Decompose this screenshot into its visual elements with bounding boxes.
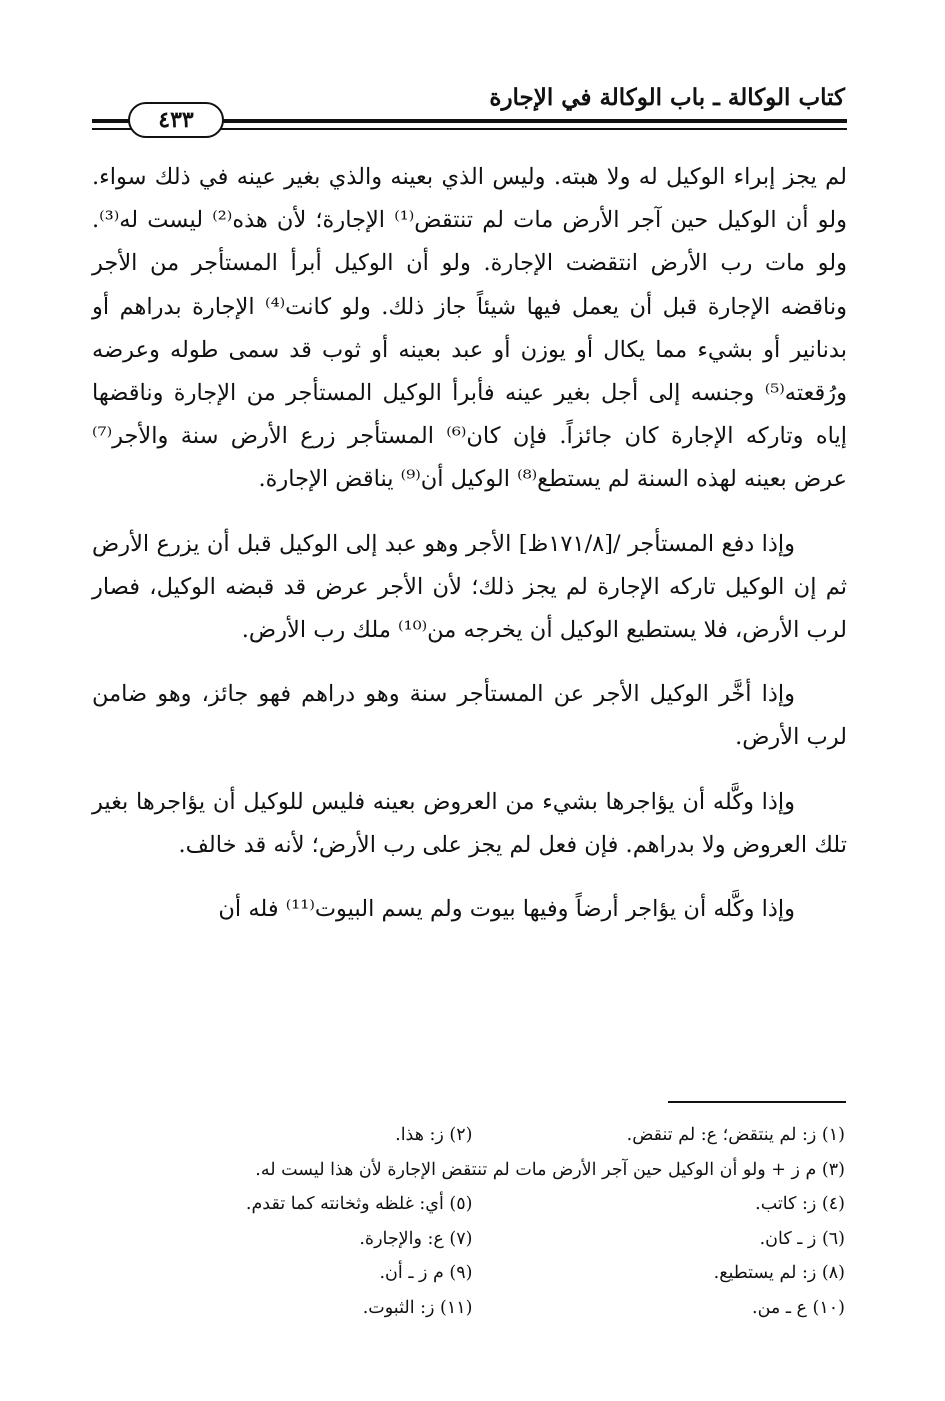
footnote-1: (١) ز: لم ينتقض؛ ع: لم تنقض. <box>626 1125 845 1145</box>
footnote-row <box>100 1256 845 1291</box>
footnote-row <box>100 1291 845 1326</box>
footnotes <box>100 1118 845 1325</box>
footnote-11: (١١) ز: الثبوت. <box>362 1297 473 1318</box>
footnote-8: (٨) ز: لم يستطيع. <box>713 1263 845 1283</box>
footnote-9: (٩) م ز ـ أن. <box>379 1263 473 1283</box>
footnote-row <box>100 1118 845 1153</box>
page-number-badge: ٤٣٣ <box>128 102 224 138</box>
footnote-row <box>100 1222 845 1257</box>
footnote-5: (٥) أي: غلظه وثخانته كما تقدم. <box>245 1194 473 1214</box>
paragraph-5: وإذا وكَّله أن يؤاجر أرضاً وفيها بيوت ولم يسم البيوت⁽¹¹⁾ فله أن <box>218 896 795 923</box>
paragraph-3: وإذا أخَّر الوكيل الأجر عن المستأجر سنة وهو دراهم فهو جائز، وهو ضامن لرب الأرض. <box>92 681 847 751</box>
running-title: كتاب الوكالة ـ باب الوكالة في الإجارة <box>489 84 845 111</box>
footnote-3: (٣) م ز + ولو أن الوكيل حين آجر الأرض مات لم تنتقض الإجارة لأن هذا ليست له. <box>255 1159 845 1180</box>
main-text <box>92 156 847 952</box>
footnote-separator <box>668 1101 846 1103</box>
paragraph-1: لم يجز إبراء الوكيل له ولا هبته. وليس الذي بعينه والذي بغير عينه في ذلك سواء. ولو أن الوكيل حين آجر الأرض مات لم تنتقض⁽¹⁾ الإجارة؛ لأن هذه⁽²⁾ ليست له⁽³⁾. ولو مات رب الأرض انتقضت الإجارة. ولو أن الوكيل أبرأ المستأجر من الأجر وناقضه الإجارة قبل أن يعمل فيها شيئاً جاز ذلك. ولو كانت⁽⁴⁾ الإجارة بدراهم أو بدنانير أو بشيء مما يكال أو يوزن أو عبد بعينه أو ثوب قد سمى طوله وعرضه ورُقعته⁽⁵⁾ وجنسه إلى أجل بغير عينه فأبرأ الوكيل المستأجر من الإجارة وناقضها إياه وتاركه الإجارة كان جائزاً. فإن كان⁽⁶⁾ المستأجر زرع الأرض سنة والأجر⁽⁷⁾ عرض بعينه لهذه السنة لم يستطع⁽⁸⁾ الوكيل أن⁽⁹⁾ يناقض الإجارة. <box>92 164 847 493</box>
paragraph-2: وإذا دفع المستأجر /[١٧١/٨ظ] الأجر وهو عبد إلى الوكيل قبل أن يزرع الأرض ثم إن الوكيل تاركه الإجارة لم يجز ذلك؛ لأن الأجر عرض قد قبضه الوكيل، فصار لرب الأرض، فلا يستطيع الوكيل أن يخرجه من⁽¹⁰⁾ ملك رب الأرض. <box>92 530 847 644</box>
footnote-4: (٤) ز: كاتب. <box>755 1194 845 1214</box>
footnote-6: (٦) ز ـ كان. <box>759 1228 845 1249</box>
paragraph-4: وإذا وكَّله أن يؤاجرها بشيء من العروض بعينه فليس للوكيل أن يؤاجرها بغير تلك العروض ولا بدراهم. فإن فعل لم يجز على رب الأرض؛ لأنه قد خالف. <box>92 788 847 858</box>
footnote-7: (٧) ع: والإجارة. <box>359 1228 473 1249</box>
footnote-row <box>100 1153 845 1188</box>
footnote-2: (٢) ز: هذا. <box>395 1125 473 1145</box>
footnote-10: (١٠) ع ـ من. <box>752 1297 845 1318</box>
footnote-row <box>100 1187 845 1222</box>
